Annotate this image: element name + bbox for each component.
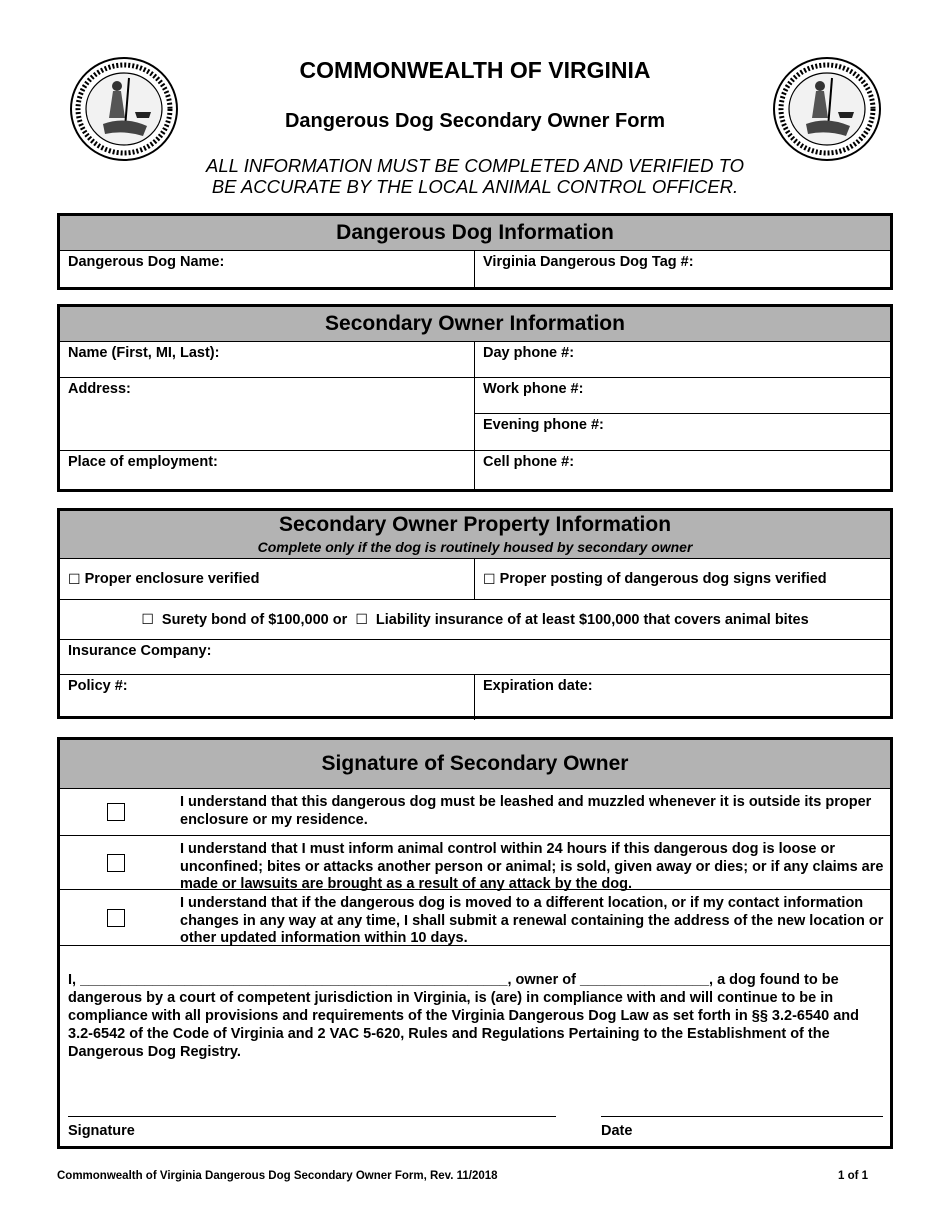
work-phone-field[interactable]: Work phone #: (475, 378, 890, 414)
section-subnote: Complete only if the dog is routinely housed by secondary owner (257, 539, 693, 555)
footer-form-name: Commonwealth of Virginia Dangerous Dog Secondary Owner Form, Rev. 11/2018 (57, 1170, 498, 1182)
signs-option[interactable] (475, 568, 890, 591)
address-field[interactable]: Address: (60, 378, 475, 450)
signature-line[interactable] (68, 1116, 556, 1117)
ack-checkbox-1[interactable] (107, 803, 125, 821)
notice-line-2: BE ACCURATE BY THE LOCAL ANIMAL CONTROL OFFICER. (211, 176, 739, 197)
ack-checkbox-3[interactable] (107, 909, 125, 927)
checkbox-icon[interactable]: ☐ (483, 570, 496, 587)
expiration-date-field[interactable]: Expiration date: (483, 678, 593, 694)
policy-number-field[interactable]: Policy #: (60, 675, 475, 720)
property-information-section (57, 508, 893, 719)
section-heading: Dangerous Dog Information (60, 216, 890, 251)
insurance-options-row (60, 600, 890, 640)
liability-label: Liability insurance of at least $100,000 that covers animal bites (375, 612, 809, 628)
notice-line-1: ALL INFORMATION MUST BE COMPLETED AND VERIFIED TO (206, 155, 744, 176)
owner-name-field[interactable]: Name (First, MI, Last): (60, 342, 475, 377)
surety-label: Surety bond of $100,000 or (161, 612, 348, 628)
enclosure-option[interactable] (60, 559, 475, 599)
dog-tag-field[interactable]: Virginia Dangerous Dog Tag #: (483, 254, 694, 270)
acknowledgement-row (60, 836, 890, 890)
checkbox-icon[interactable]: ☐ (355, 611, 368, 627)
phone-stack (475, 378, 890, 450)
section-heading (60, 511, 890, 559)
acknowledgement-row (60, 890, 890, 946)
enclosure-label: Proper enclosure verified (84, 571, 260, 587)
ack-checkbox-2[interactable] (107, 854, 125, 872)
form-subtitle: Dangerous Dog Secondary Owner Form (284, 110, 666, 132)
compliance-declaration: I, _____________________________________________________, owner of ________________, a dog found to be dangerous by a court of competent jurisdiction in Virginia, is (are) in compliance with and will continue to be in compliance with all provisions and requirements of the Virginia Dangerous Dog Law as set forth in §§ 3.2-6540 and 3.2-6542 of the Code of Virginia and 2 VAC 5-620, Rules and Regulations Pertaining to the Establishment of the Dangerous Dog Registry. (68, 972, 859, 1060)
ack-text-3: I understand that if the dangerous dog is moved to a different location, or if my contact information changes in any way at any time, I shall submit a renewal containing the address of the new location or other updated information within 10 days. (180, 895, 884, 946)
dangerous-dog-information-section (57, 213, 893, 290)
section-title: Secondary Owner Property Information (278, 513, 672, 536)
date-line[interactable] (601, 1116, 883, 1117)
section-heading: Signature of Secondary Owner (60, 740, 890, 789)
page-title: COMMONWEALTH OF VIRGINIA (299, 57, 651, 83)
ack-text-2: I understand that I must inform animal control within 24 hours if this dangerous dog is loose or unconfined; bites or attacks another person or animal; is sold, given away or dies; or if any claims are made or lawsuits are brought as a result of any attack by the dog. (180, 841, 884, 892)
checkbox-icon[interactable]: ☐ (68, 570, 81, 587)
verification-notice (0, 155, 950, 197)
checkbox-icon[interactable]: ☐ (141, 611, 154, 627)
cell-phone-field[interactable]: Cell phone #: (483, 454, 575, 470)
employment-field[interactable]: Place of employment: (60, 451, 475, 492)
date-label: Date (601, 1123, 633, 1139)
dog-name-field[interactable]: Dangerous Dog Name: (60, 251, 475, 287)
signature-section (57, 737, 893, 1149)
evening-phone-field[interactable]: Evening phone #: (483, 417, 604, 433)
day-phone-field[interactable]: Day phone #: (483, 345, 575, 361)
signs-label: Proper posting of dangerous dog signs verified (499, 571, 827, 587)
insurance-company-field[interactable]: Insurance Company: (68, 643, 212, 659)
footer-page-number: 1 of 1 (838, 1170, 869, 1182)
section-heading: Secondary Owner Information (60, 307, 890, 342)
ack-text-1: I understand that this dangerous dog must be leashed and muzzled whenever it is outside its proper enclosure or my residence. (180, 794, 872, 828)
signature-label: Signature (68, 1123, 135, 1139)
secondary-owner-information-section (57, 304, 893, 492)
acknowledgement-row (60, 789, 890, 836)
